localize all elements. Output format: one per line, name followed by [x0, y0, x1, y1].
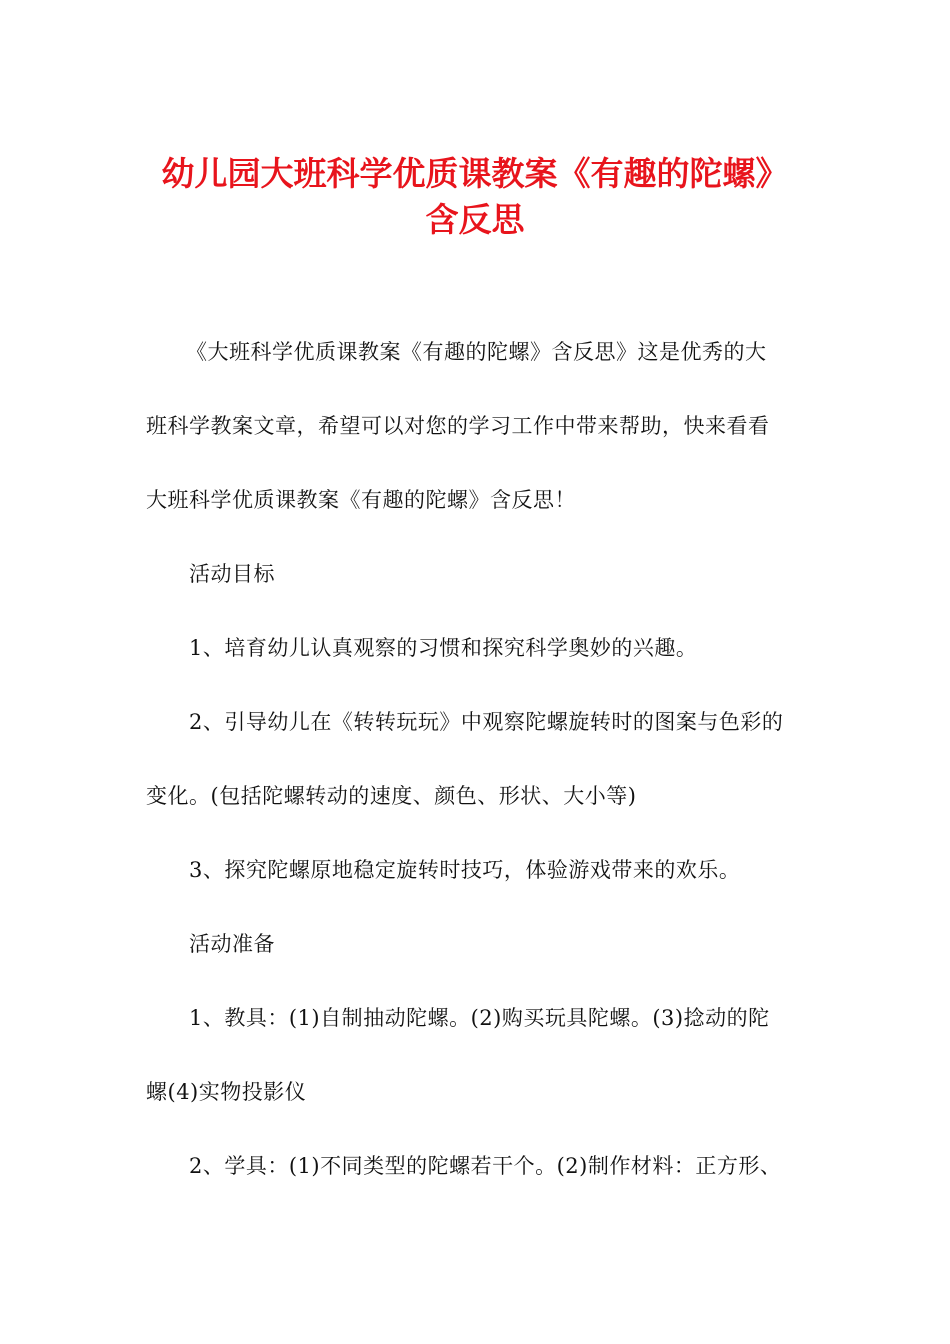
- paragraph-intro-line3: 大班科学优质课教案《有趣的陀螺》含反思！: [146, 488, 576, 512]
- document-title-line1: 幼儿园大班科学优质课教案《有趣的陀螺》: [161, 154, 789, 193]
- goal-item-2-line2: 变化。(包括陀螺转动的速度、颜色、形状、大小等): [146, 784, 637, 808]
- goal-item-1: 1、培育幼儿认真观察的习惯和探究科学奥妙的兴趣。: [189, 636, 698, 660]
- document-title-line2: 含反思: [425, 200, 525, 239]
- paragraph-intro-line1: 《大班科学优质课教案《有趣的陀螺》含反思》这是优秀的大: [186, 340, 767, 364]
- preparation-item-2-line1: 2、学具：(1)不同类型的陀螺若干个。(2)制作材料：正方形、: [189, 1154, 782, 1178]
- preparation-item-1-line2: 螺(4)实物投影仪: [146, 1080, 307, 1104]
- paragraph-intro-line2: 班科学教案文章，希望可以对您的学习工作中带来帮助，快来看看: [146, 414, 770, 438]
- section-heading-goals: 活动目标: [189, 562, 275, 586]
- preparation-item-1-line1: 1、教具：(1)自制抽动陀螺。(2)购买玩具陀螺。(3)捻动的陀: [189, 1006, 770, 1030]
- goal-item-3: 3、探究陀螺原地稳定旋转时技巧，体验游戏带来的欢乐。: [189, 858, 741, 882]
- goal-item-2-line1: 2、引导幼儿在《转转玩玩》中观察陀螺旋转时的图案与色彩的: [189, 710, 784, 734]
- section-heading-preparation: 活动准备: [189, 932, 275, 956]
